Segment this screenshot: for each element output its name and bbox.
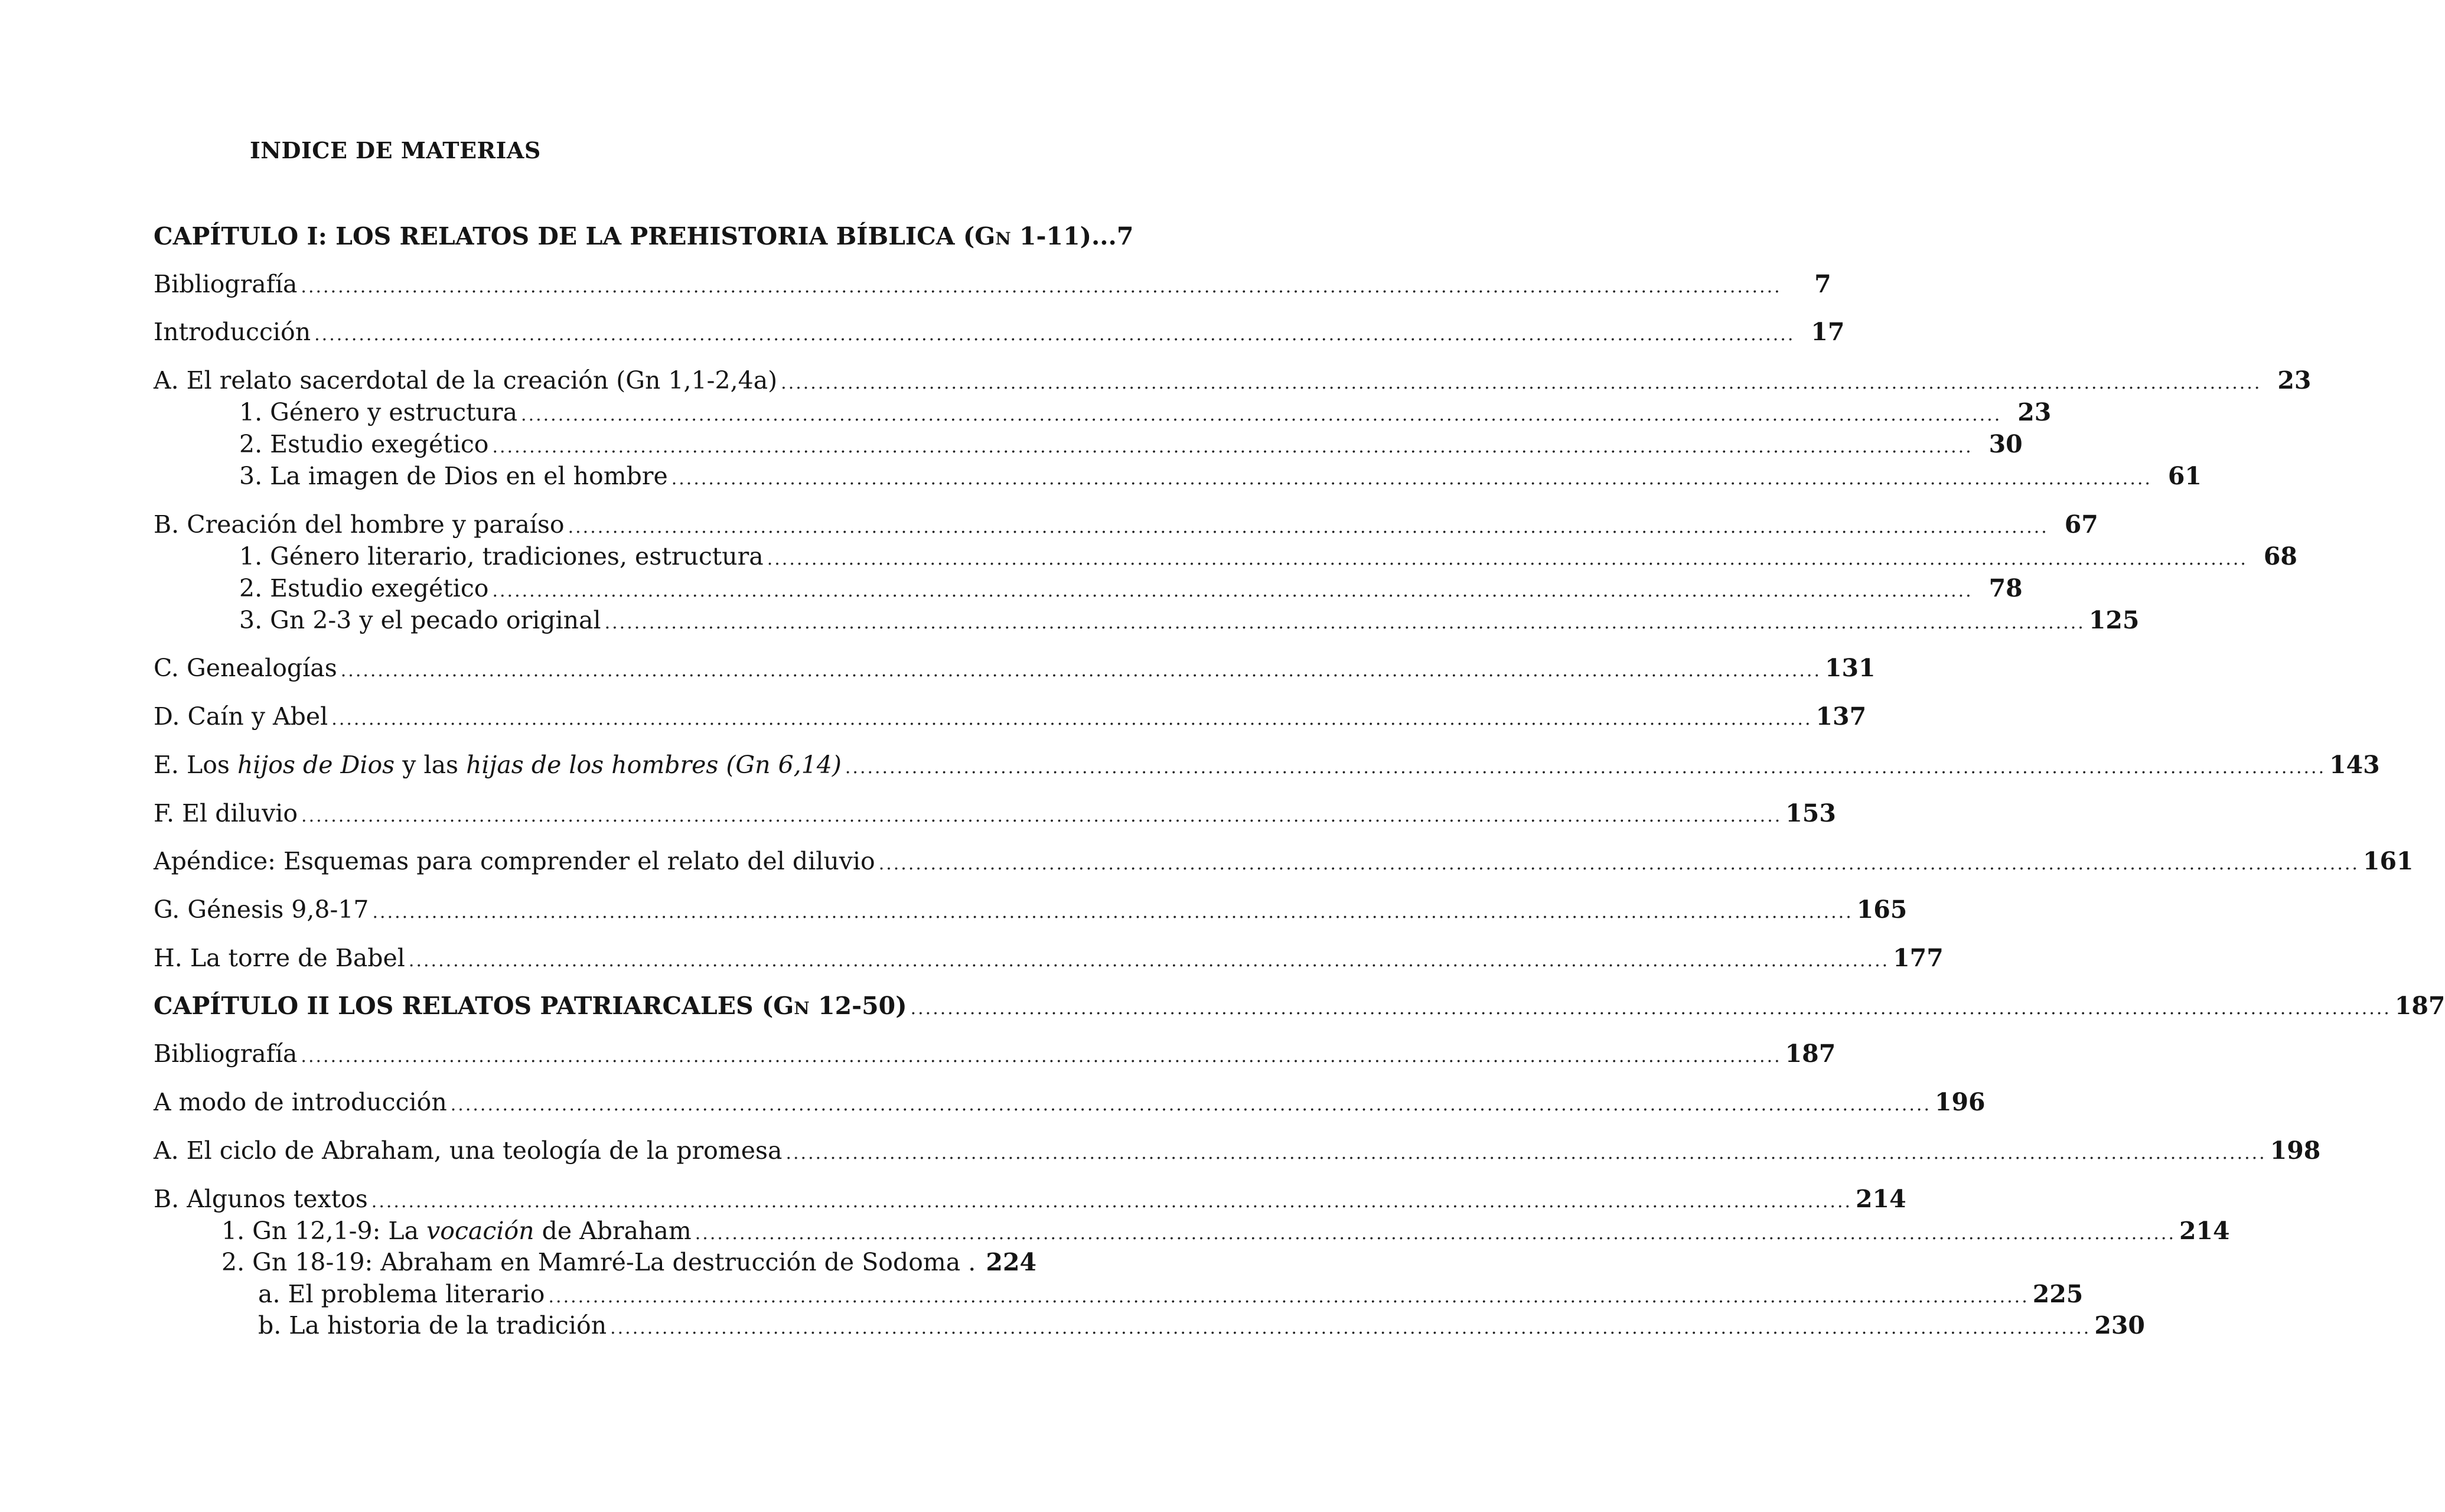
toc-label: G. Génesis 9,8-17	[154, 895, 369, 924]
toc-entry[interactable]	[154, 845, 2414, 878]
toc-label: 2. Estudio exegético	[239, 574, 489, 602]
toc-entry[interactable]	[154, 508, 2098, 541]
toc-label: 1. Género y estructura	[239, 398, 518, 426]
toc-label: A. El relato sacerdotal de la creación (Gn 1,1-2,4a)	[154, 366, 778, 395]
toc-label: Apéndice: Esquemas para comprender el relato del diluvio	[154, 847, 875, 875]
toc-entry[interactable]	[154, 268, 1831, 301]
toc-entry[interactable]	[154, 893, 1908, 926]
toc-page: 153	[1785, 799, 1836, 827]
toc-entry[interactable]	[154, 651, 1876, 685]
toc-page: 78	[1988, 574, 2023, 602]
toc-page: 225	[2032, 1280, 2084, 1308]
toc-label: 3. Gn 2-3 y el pecado original	[239, 606, 601, 634]
toc-label: 3. La imagen de Dios en el hombre	[239, 462, 668, 490]
toc-label: Introducción	[154, 318, 311, 346]
toc-page: 68	[2263, 542, 2297, 571]
toc-label: 2. Estudio exegético	[239, 430, 489, 458]
toc-chapter-2[interactable]	[154, 989, 2445, 1022]
toc-subentry[interactable]	[221, 1246, 1036, 1279]
toc-subentry[interactable]	[239, 396, 2052, 429]
toc-label: H. La torre de Babel	[154, 944, 405, 972]
toc-page: 125	[2088, 606, 2140, 634]
toc-label: E. Los hijos de Dios y las hijas de los hombres (Gn 6,14)	[154, 751, 842, 779]
toc-page: 224	[986, 1248, 1037, 1276]
toc-page: 187	[2394, 992, 2445, 1020]
toc-page: 143	[2329, 751, 2380, 779]
toc-label: 1. Gn 12,1-9: La vocación de Abraham	[221, 1217, 692, 1245]
toc-page: 23	[2277, 366, 2312, 395]
toc-label: Bibliografía	[154, 270, 298, 298]
toc-page: 67	[2064, 510, 2098, 539]
toc-label: F. El diluvio	[154, 799, 298, 827]
toc-label: 1. Género literario, tradiciones, estructura	[239, 542, 764, 571]
toc-page: 161	[2362, 847, 2414, 875]
toc-label: A. El ciclo de Abraham, una teología de la promesa	[154, 1136, 783, 1165]
toc-chapter-1[interactable]	[154, 220, 1134, 253]
toc-label: CAPÍTULO II LOS RELATOS PATRIARCALES (Gn 12-50)	[154, 992, 907, 1020]
toc-label: A modo de introducción	[154, 1088, 447, 1116]
toc-subentry[interactable]	[239, 572, 2023, 605]
toc-entry[interactable]	[154, 941, 1944, 975]
toc-entry[interactable]	[154, 1182, 1906, 1216]
toc-entry[interactable]	[154, 748, 2380, 781]
toc-entry[interactable]	[154, 1037, 1836, 1070]
toc-label: Bibliografía	[154, 1040, 298, 1068]
toc-page: 214	[2179, 1217, 2230, 1245]
toc-subsubentry[interactable]	[258, 1278, 2084, 1311]
toc-subentry[interactable]	[221, 1214, 2230, 1247]
toc-label: 2. Gn 18-19: Abraham en Mamré-La destrucción de Sodoma .	[221, 1248, 976, 1276]
toc-label: CAPÍTULO I: LOS RELATOS DE LA PREHISTORIA BÍBLICA (Gn 1-11)...7	[154, 222, 1134, 250]
toc-page: 198	[2270, 1136, 2321, 1165]
toc-subentry[interactable]	[239, 428, 2023, 461]
toc-entry[interactable]	[154, 315, 1845, 348]
page-title: INDICE DE MATERIAS	[250, 137, 541, 164]
toc-page: 196	[1935, 1088, 1986, 1116]
toc-page: 137	[1815, 702, 1867, 731]
toc-page: 61	[2167, 462, 2202, 490]
toc-label: b. La historia de la tradición	[258, 1311, 607, 1340]
toc-page: 230	[2094, 1311, 2145, 1340]
toc-subsubentry[interactable]	[258, 1309, 2145, 1342]
toc-entry[interactable]	[154, 700, 1867, 733]
toc-page: 214	[1856, 1185, 1906, 1213]
toc-label: C. Genealogías	[154, 654, 337, 682]
toc-page: 187	[1785, 1040, 1836, 1068]
toc-label: B. Creación del hombre y paraíso	[154, 510, 565, 539]
toc-entry[interactable]	[154, 1086, 1986, 1119]
toc-label: a. El problema literario	[258, 1280, 545, 1308]
toc-entry[interactable]	[154, 1134, 2321, 1167]
toc-subentry[interactable]	[239, 460, 2202, 493]
toc-page: 7	[1814, 270, 1831, 298]
toc-page: 131	[1824, 654, 1876, 682]
toc-label: B. Algunos textos	[154, 1185, 368, 1213]
toc-entry[interactable]	[154, 797, 1836, 830]
toc-subentry[interactable]	[239, 540, 2297, 573]
toc-page: 177	[1893, 944, 1944, 972]
toc-entry[interactable]	[154, 364, 2312, 397]
toc-page: 23	[2017, 398, 2052, 426]
toc-subentry[interactable]	[239, 604, 2140, 637]
toc-page: 17	[1811, 318, 1845, 346]
toc-page: 30	[1988, 430, 2023, 458]
toc-label: D. Caín y Abel	[154, 702, 328, 731]
toc-page: 165	[1856, 895, 1908, 924]
